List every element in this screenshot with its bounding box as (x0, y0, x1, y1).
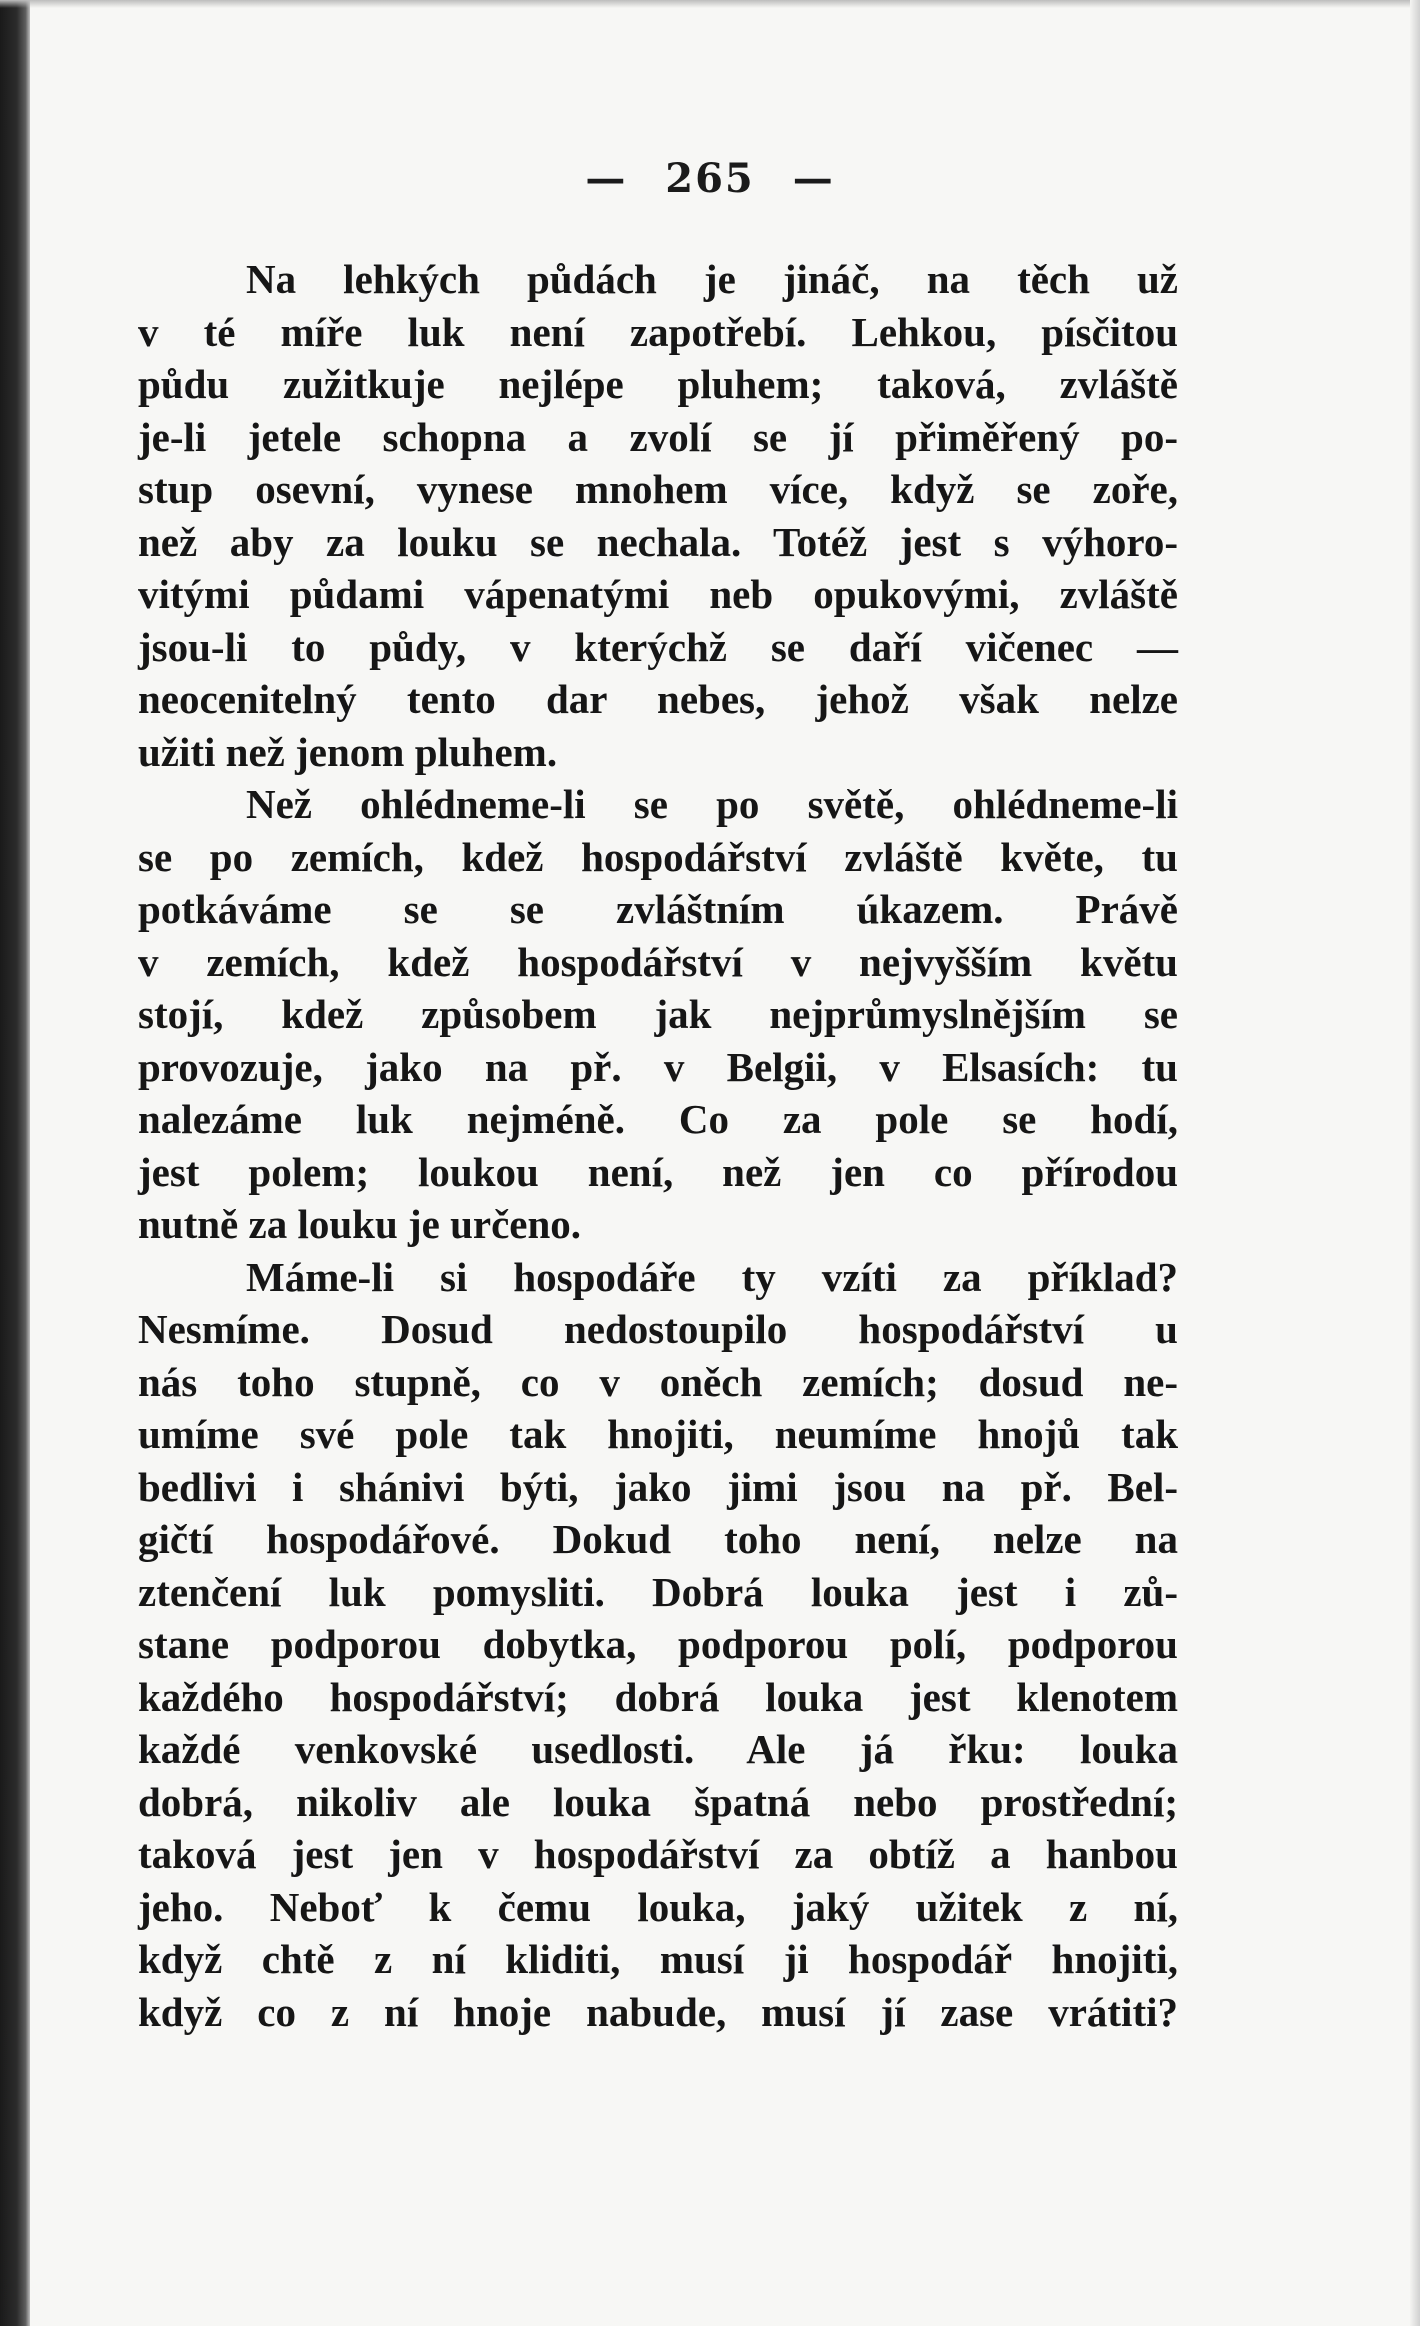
text-line: nutně za louku je určeno. (138, 1201, 582, 1247)
text-line: jest polem; loukou není, než jen co přírodou (138, 1148, 1178, 1195)
text-line: než aby za louku se nechala. Totéž jest s výhoro- (138, 518, 1178, 565)
text-line: nalezáme luk nejméně. Co za pole se hodí, (138, 1096, 1178, 1142)
text-line: jsou-li to půdy, v kterýchž se daří vičenec — (138, 623, 1178, 670)
text-line: bedlivi i shánivi býti, jako jimi jsou na př. Bel- (138, 1463, 1178, 1510)
text-line: půdu zužitkuje nejlépe pluhem; taková, zvláště (138, 361, 1178, 407)
text-line: Na lehkých půdách je jináč, na těch už (246, 256, 1178, 302)
text-line: neocenitelný tento dar nebes, jehož však nelze (138, 676, 1178, 722)
binding-shadow (0, 0, 30, 2326)
text-line: Než ohlédneme-li se po světě, ohlédneme-li (246, 781, 1178, 827)
text-line: v té míře luk není zapotřebí. Lehkou, písčitou (138, 308, 1178, 355)
text-line: vitými půdami vápenatými neb opukovými, zvláště (138, 571, 1178, 617)
text-line: jeho. Neboť k čemu louka, jaký užitek z ní, (138, 1883, 1178, 1930)
text-line: stup osevní, vynese mnohem více, když se zoře, (138, 466, 1178, 512)
top-edge-shadow (0, 0, 1420, 8)
body-text (138, 253, 1178, 2038)
text-line: taková jest jen v hospodářství za obtíž a hanbou (138, 1831, 1178, 1877)
text-line: v zemích, kdež hospodářství v nejvyšším květu (138, 938, 1178, 985)
header-dash-right: — (792, 155, 835, 202)
text-line: dobrá, nikoliv ale louka špatná nebo prostřední; (138, 1778, 1178, 1825)
text-line: Nesmíme. Dosud nedostoupilo hospodářství u (138, 1306, 1178, 1352)
text-line: nás toho stupně, co v oněch zemích; dosud ne- (138, 1358, 1178, 1405)
text-line: umíme své pole tak hnojiti, neumíme hnojů tak (138, 1411, 1178, 1457)
text-line: každého hospodářství; dobrá louka jest klenotem (138, 1673, 1178, 1720)
text-line: užiti než jenom pluhem. (138, 728, 558, 775)
page-number: 265 (665, 155, 755, 202)
text-line: provozuje, jako na př. v Belgii, v Elsasích: tu (138, 1043, 1178, 1090)
text-line: když co z ní hnoje nabude, musí jí zase vrátiti? (138, 1988, 1178, 2035)
text-line: se po zemích, kdež hospodářství zvláště květe, tu (138, 833, 1178, 880)
text-line: Máme-li si hospodáře ty vzíti za příklad? (246, 1253, 1178, 1300)
text-line: stane podporou dobytka, podporou polí, podporou (138, 1621, 1178, 1667)
text-line: ztenčení luk pomysliti. Dobrá louka jest i zů- (138, 1568, 1178, 1615)
text-line: gičtí hospodářové. Dokud toho není, nelze na (138, 1516, 1178, 1562)
right-page-edge (1410, 0, 1420, 2326)
page-number-header (0, 155, 1420, 202)
text-line: každé venkovské usedlosti. Ale já řku: louka (138, 1726, 1178, 1772)
text-line: když chtě z ní kliditi, musí ji hospodář hnojiti, (138, 1936, 1178, 1982)
text-line: stojí, kdež způsobem jak nejprůmyslnějším se (138, 991, 1178, 1037)
header-dash-left: — (585, 155, 628, 202)
text-line: je-li jetele schopna a zvolí se jí přiměřený po- (138, 413, 1178, 460)
text-line: potkáváme se se zvláštním úkazem. Právě (138, 886, 1178, 932)
